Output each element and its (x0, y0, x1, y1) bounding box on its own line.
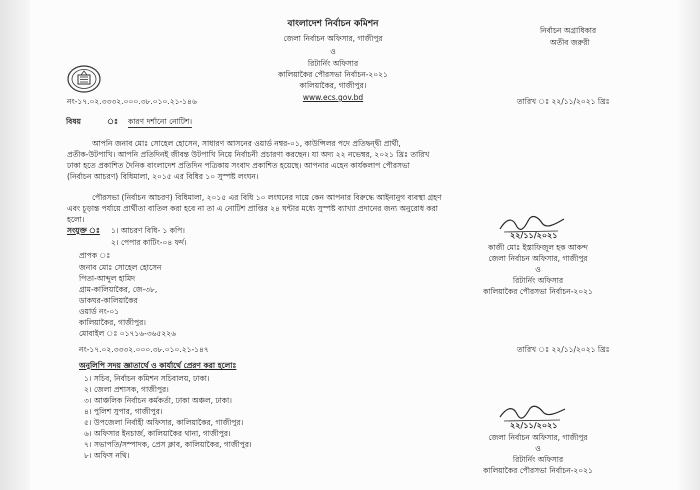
copy-item: ৪। পুলিশ সুপার, গাজীপুর। (84, 407, 163, 416)
copy-item: ৫। উপজেলা নির্বাহী অফিসার, কালিয়াকৈর, গাজীপুর। (84, 418, 244, 427)
scan-shadow-left (0, 0, 30, 490)
priority-urgent: অতীব জরুরী (550, 38, 590, 47)
copy-item: ১। সচিব, নির্বাচন কমিশন সচিবালয়, ঢাকা। (84, 374, 210, 383)
copy-item: ৮। অফিস নথি। (84, 451, 130, 460)
signature-1-date: ২২/১১/২০২১ (510, 231, 558, 240)
recipient-line: জনাব মোঃ সোহেল হোসেন (79, 263, 162, 272)
website-link[interactable]: www.ecs.gov.bd (302, 93, 364, 102)
recipient-line: পিতা-আব্দুল হামিদ (79, 274, 136, 283)
place: কালিয়াকৈর, গাজীপুর। (299, 81, 367, 90)
memo2-number: নং-১৭.০২.৩৩৩২.০০০.৩৮.০১০.২১-১৪৭ (79, 345, 209, 354)
signatory-1-and: ও (535, 265, 541, 274)
signatory-2-and: ও (535, 444, 541, 453)
subject-label: বিষয় (66, 117, 81, 126)
recipient-label: প্রাপক ঃ (79, 251, 111, 260)
election-commission-logo-icon (66, 64, 102, 94)
memo2-date: তারিখ ঃ ২২/১১/২০২১ খ্রিঃ (517, 345, 610, 354)
enclosure-item: ১। আচরণ বিধি- ১ কপি। (111, 226, 185, 235)
scan-shadow-right (678, 0, 700, 490)
recipient-line: গ্রাম-কালিয়াকৈর, জে-৩৮, (79, 285, 158, 294)
header-and: ও (330, 47, 336, 56)
enclosure-label: সংযুক্ত ঃ (67, 226, 100, 235)
election-name: কালিয়াকৈর পৌরসভা নির্বাচন-২০২১ (278, 70, 388, 79)
para2-line1: পৌরসভা (নির্বাচন আচরণ) বিধিমালা, ২০১৫ এর বিধি ১০ লংঘনের দায়ে কেন আপনার বিরুদ্ধে আইনানুগ ব্যবস্থা গ্রহণ (92, 193, 442, 202)
para1-line4: (নির্বাচন আচরণ) বিধিমালা, ২০১৫ এর বিধির ১০ সুস্পষ্ট লংঘন। (67, 172, 259, 181)
copy-item: ৬। অফিসার ইনচার্জ, কালিয়াকৈর থানা, গাজীপুর। (84, 429, 231, 438)
office-name: জেলা নির্বাচন অফিসার, গাজীপুর (283, 34, 383, 43)
signatory-2-election: কালিয়াকৈর পৌরসভা নির্বাচন-২০২১ (483, 466, 593, 475)
copy-heading: অনুলিপি সদয় জ্ঞাতার্থে ও কার্যার্থে প্রেরণ করা হলোঃ (79, 361, 237, 370)
signatory-1-name: কাজী মোঃ ইস্তাফিজুল হক আকন্দ (488, 243, 588, 252)
para1-line3: ঢাকা হতে প্রকাশিত দৈনিক বাংলাদেশ প্রতিদিন পত্রিকায় সংবাদ প্রকাশিত হয়েছে। আপনার এহেন কার্যকলাপ পৌরসভা (67, 161, 410, 170)
priority-label: নির্বাচন অগ্রাধিকার (540, 26, 597, 35)
signature-2-date: ২২/১১/২০২১ (510, 421, 558, 430)
org-name: বাংলাদেশ নির্বাচন কমিশন (287, 19, 379, 29)
subject-text: কারণ দর্শানো নোটিশ। (128, 117, 193, 126)
recipient-line: ওয়ার্ড নং-০১ (79, 307, 120, 316)
recipient-line: মোবাইল ঃ ০১৭১৬-৩৬৫২২৬ (79, 329, 177, 338)
signatory-2-title: জেলা নির্বাচন অফিসার, গাজীপুর (488, 433, 588, 442)
signatory-1-ro: রিটার্নিং অফিসার (512, 276, 564, 285)
signatory-1-election: কালিয়াকৈর পৌরসভা নির্বাচন-২০২১ (483, 287, 593, 296)
copy-item: ৩। আঞ্চলিক নির্বাচন কর্মকর্তা, ঢাকা অঞ্চল, ঢাকা। (84, 396, 232, 405)
para1-line2: প্রতীক-উটপাখি। আপনি প্রতিদিনই জীবন্ত উটপাখি নিয়ে নির্বাচনী প্রচারণা করছেন। যা অদ্য ২২ নভেম্বর, ২০২১ খ্রিঃ তারিখ (67, 150, 430, 159)
para2-line3: হলো। (67, 215, 85, 224)
recipient-line: ডাকঘর-কালিয়াকৈর (79, 296, 138, 305)
subject-colon: ঃ (107, 117, 119, 126)
enclosure-item: ২। পেপার কাটিং-০৪ ফর্দ। (111, 238, 187, 247)
memo-date: তারিখ ঃ ২২/১১/২০২১ খ্রিঃ (517, 97, 610, 106)
para1-line1: আপনি জনাব মোঃ সোহেল হোসেন, সাধারণ আসনের ওয়ার্ড নম্বর-০১, কাউন্সিলর পদে প্রতিদ্বন্দ্বী প্রার্থী, (92, 139, 401, 148)
recipient-line: কালিয়াকৈর, গাজীপুর। (79, 318, 146, 327)
returning-officer: রিটার্নিং অফিসার (307, 59, 359, 68)
signatory-2-ro: রিটার্নিং অফিসার (512, 455, 564, 464)
copy-item: ২। জেলা প্রশাসক, গাজীপুর। (84, 385, 169, 394)
signatory-1-title: জেলা নির্বাচন অফিসার, গাজীপুর (488, 254, 588, 263)
copy-item: ৭। সভাপতি/সম্পাদক, প্রেস ক্লাব, কালিয়াকৈর, গাজীপুর। (84, 440, 252, 449)
memo-number: নং-১৭.০২.৩৩৩২.০০০.৩৮.০১০.২১-১৪৬ (67, 97, 197, 106)
para2-line2: এবং চূড়ান্ত পর্যায়ে প্রার্থীতা বাতিল করা হবে না তা এ নোটিশ প্রাপ্তির ২৪ ঘন্টার মধ্যে সুস্পষ্ট ব্যাখ্যা প্রদানের জন্য অনুরোধ করা (67, 204, 438, 213)
